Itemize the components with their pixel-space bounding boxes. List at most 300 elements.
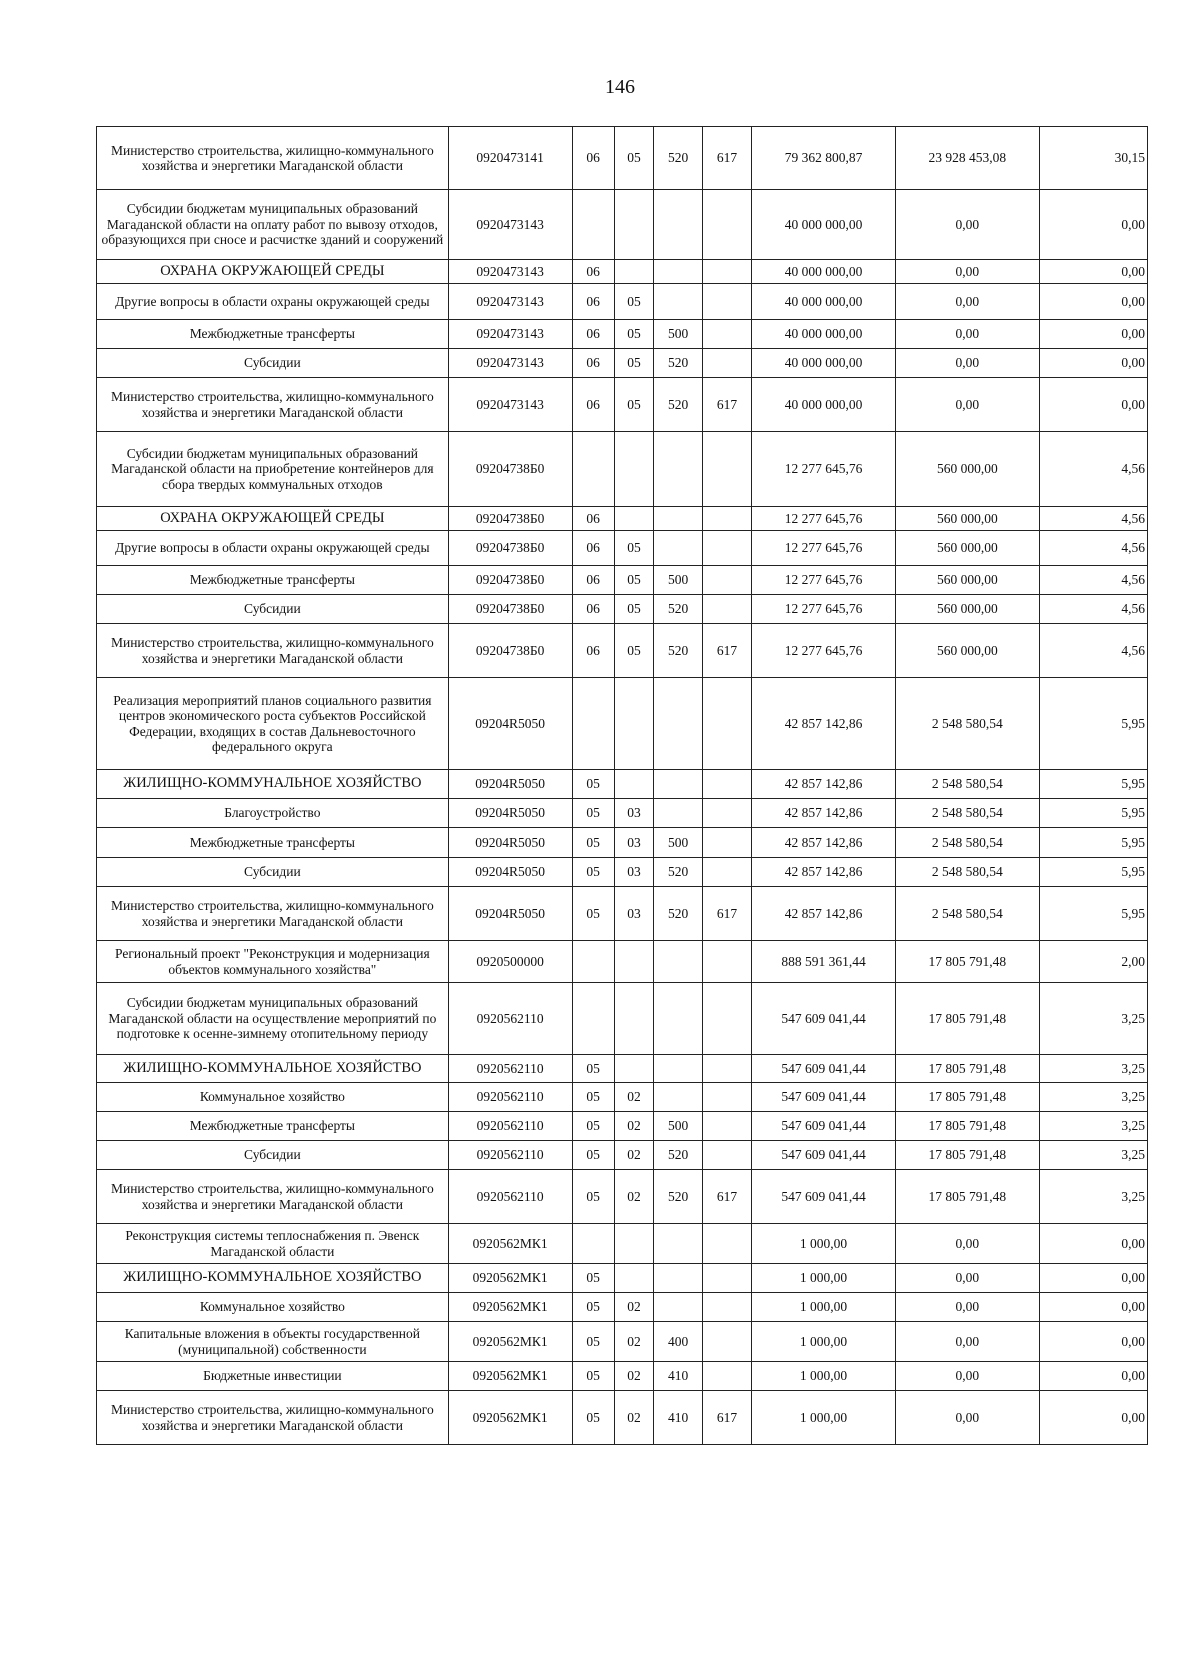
section-code-cell — [572, 1224, 614, 1264]
subsection-code-cell — [614, 432, 654, 507]
subsection-code-cell: 05 — [614, 566, 654, 595]
planned-amount-cell: 1 000,00 — [752, 1362, 896, 1391]
administrator-code-cell — [702, 1055, 751, 1083]
administrator-code-cell — [702, 1083, 751, 1112]
subsection-code-cell: 05 — [614, 127, 654, 190]
planned-amount-cell: 1 000,00 — [752, 1293, 896, 1322]
section-code-cell: 05 — [572, 1083, 614, 1112]
section-code-cell: 06 — [572, 378, 614, 432]
planned-amount-cell: 12 277 645,76 — [752, 432, 896, 507]
item-name-cell: Субсидии бюджетам муниципальных образований Магаданской области на приобретение контейнеров для сбора твердых коммунальных отходов — [97, 432, 449, 507]
section-code-cell: 05 — [572, 1293, 614, 1322]
section-code-cell: 06 — [572, 595, 614, 624]
execution-percent-cell: 0,00 — [1039, 349, 1147, 378]
planned-amount-cell: 40 000 000,00 — [752, 349, 896, 378]
planned-amount-cell: 1 000,00 — [752, 1322, 896, 1362]
administrator-code-cell — [702, 1224, 751, 1264]
expense-type-cell: 520 — [654, 349, 702, 378]
executed-amount-cell: 560 000,00 — [895, 531, 1039, 566]
section-code-cell: 06 — [572, 284, 614, 320]
subsection-code-cell: 03 — [614, 887, 654, 941]
executed-amount-cell: 0,00 — [895, 1293, 1039, 1322]
executed-amount-cell: 560 000,00 — [895, 507, 1039, 531]
expense-type-cell — [654, 770, 702, 799]
expense-type-cell — [654, 1224, 702, 1264]
administrator-code-cell: 617 — [702, 378, 751, 432]
item-name-cell: Субсидии — [97, 1141, 449, 1170]
subsection-code-cell — [614, 507, 654, 531]
administrator-code-cell — [702, 1264, 751, 1293]
item-name-cell: Другие вопросы в области охраны окружающей среды — [97, 531, 449, 566]
section-code-cell: 06 — [572, 566, 614, 595]
subsection-code-cell — [614, 770, 654, 799]
table-row — [97, 1362, 1148, 1391]
table-row — [97, 624, 1148, 678]
table-row — [97, 770, 1148, 799]
item-name-cell: Министерство строительства, жилищно-коммунального хозяйства и энергетики Магаданской области — [97, 1170, 449, 1224]
target-code-cell: 09204738Б0 — [448, 624, 572, 678]
expense-type-cell: 520 — [654, 595, 702, 624]
section-code-cell: 05 — [572, 887, 614, 941]
table-row — [97, 1055, 1148, 1083]
subsection-code-cell — [614, 260, 654, 284]
executed-amount-cell: 0,00 — [895, 190, 1039, 260]
table-row — [97, 1112, 1148, 1141]
executed-amount-cell: 0,00 — [895, 1391, 1039, 1445]
executed-amount-cell: 2 548 580,54 — [895, 828, 1039, 858]
executed-amount-cell: 0,00 — [895, 1322, 1039, 1362]
administrator-code-cell — [702, 260, 751, 284]
item-name-cell: Межбюджетные трансферты — [97, 1112, 449, 1141]
item-name-cell: Министерство строительства, жилищно-коммунального хозяйства и энергетики Магаданской области — [97, 127, 449, 190]
expense-type-cell: 520 — [654, 858, 702, 887]
executed-amount-cell: 560 000,00 — [895, 432, 1039, 507]
executed-amount-cell: 17 805 791,48 — [895, 1170, 1039, 1224]
item-name-cell: Межбюджетные трансферты — [97, 566, 449, 595]
executed-amount-cell: 17 805 791,48 — [895, 983, 1039, 1055]
item-name-cell: Благоустройство — [97, 799, 449, 828]
item-name-cell: Другие вопросы в области охраны окружающей среды — [97, 284, 449, 320]
execution-percent-cell: 0,00 — [1039, 1293, 1147, 1322]
expense-type-cell — [654, 1264, 702, 1293]
target-code-cell: 0920562МК1 — [448, 1264, 572, 1293]
execution-percent-cell: 4,56 — [1039, 595, 1147, 624]
expense-type-cell: 520 — [654, 887, 702, 941]
planned-amount-cell: 547 609 041,44 — [752, 1170, 896, 1224]
planned-amount-cell: 42 857 142,86 — [752, 858, 896, 887]
table-row — [97, 983, 1148, 1055]
administrator-code-cell — [702, 531, 751, 566]
planned-amount-cell: 40 000 000,00 — [752, 378, 896, 432]
subsection-code-cell — [614, 1224, 654, 1264]
executed-amount-cell: 17 805 791,48 — [895, 1112, 1039, 1141]
section-code-cell: 05 — [572, 1391, 614, 1445]
subsection-code-cell: 02 — [614, 1322, 654, 1362]
item-name-cell: ОХРАНА ОКРУЖАЮЩЕЙ СРЕДЫ — [97, 507, 449, 531]
table-row — [97, 507, 1148, 531]
administrator-code-cell — [702, 507, 751, 531]
planned-amount-cell: 1 000,00 — [752, 1391, 896, 1445]
item-name-cell: Капитальные вложения в объекты государственной (муниципальной) собственности — [97, 1322, 449, 1362]
section-code-cell: 06 — [572, 531, 614, 566]
item-name-cell: Субсидии — [97, 595, 449, 624]
page-number: 146 — [605, 76, 635, 98]
executed-amount-cell: 560 000,00 — [895, 624, 1039, 678]
section-code-cell: 06 — [572, 127, 614, 190]
execution-percent-cell: 3,25 — [1039, 1112, 1147, 1141]
table-row — [97, 828, 1148, 858]
section-code-cell: 05 — [572, 1141, 614, 1170]
execution-percent-cell: 0,00 — [1039, 378, 1147, 432]
subsection-code-cell: 02 — [614, 1112, 654, 1141]
item-name-cell: Субсидии — [97, 858, 449, 887]
execution-percent-cell: 4,56 — [1039, 507, 1147, 531]
executed-amount-cell: 2 548 580,54 — [895, 858, 1039, 887]
target-code-cell: 09204R5050 — [448, 828, 572, 858]
subsection-code-cell: 02 — [614, 1141, 654, 1170]
expense-type-cell — [654, 260, 702, 284]
execution-percent-cell: 2,00 — [1039, 941, 1147, 983]
administrator-code-cell — [702, 770, 751, 799]
executed-amount-cell: 0,00 — [895, 349, 1039, 378]
item-name-cell: Субсидии бюджетам муниципальных образований Магаданской области на оплату работ по вывозу отходов, образующихся при сносе и расчистке зданий и сооружений — [97, 190, 449, 260]
item-name-cell: ЖИЛИЩНО-КОММУНАЛЬНОЕ ХОЗЯЙСТВО — [97, 770, 449, 799]
administrator-code-cell — [702, 941, 751, 983]
execution-percent-cell: 4,56 — [1039, 566, 1147, 595]
planned-amount-cell: 547 609 041,44 — [752, 983, 896, 1055]
section-code-cell: 05 — [572, 770, 614, 799]
expense-type-cell — [654, 432, 702, 507]
subsection-code-cell: 02 — [614, 1083, 654, 1112]
item-name-cell: Коммунальное хозяйство — [97, 1293, 449, 1322]
subsection-code-cell: 05 — [614, 595, 654, 624]
target-code-cell: 09204738Б0 — [448, 531, 572, 566]
table-row — [97, 378, 1148, 432]
planned-amount-cell: 40 000 000,00 — [752, 190, 896, 260]
table-row — [97, 1224, 1148, 1264]
target-code-cell: 09204R5050 — [448, 858, 572, 887]
executed-amount-cell: 0,00 — [895, 284, 1039, 320]
planned-amount-cell: 42 857 142,86 — [752, 887, 896, 941]
administrator-code-cell: 617 — [702, 1391, 751, 1445]
item-name-cell: ОХРАНА ОКРУЖАЮЩЕЙ СРЕДЫ — [97, 260, 449, 284]
target-code-cell: 0920473143 — [448, 349, 572, 378]
item-name-cell: Региональный проект "Реконструкция и модернизация объектов коммунального хозяйства" — [97, 941, 449, 983]
target-code-cell: 09204R5050 — [448, 887, 572, 941]
execution-percent-cell: 3,25 — [1039, 1083, 1147, 1112]
section-code-cell: 05 — [572, 1112, 614, 1141]
target-code-cell: 0920562110 — [448, 1055, 572, 1083]
item-name-cell: Коммунальное хозяйство — [97, 1083, 449, 1112]
item-name-cell: Министерство строительства, жилищно-коммунального хозяйства и энергетики Магаданской области — [97, 378, 449, 432]
item-name-cell: Реконструкция системы теплоснабжения п. Эвенск Магаданской области — [97, 1224, 449, 1264]
table-row — [97, 531, 1148, 566]
target-code-cell: 0920562МК1 — [448, 1224, 572, 1264]
table-row — [97, 1083, 1148, 1112]
subsection-code-cell — [614, 1055, 654, 1083]
administrator-code-cell: 617 — [702, 1170, 751, 1224]
administrator-code-cell: 617 — [702, 887, 751, 941]
section-code-cell — [572, 432, 614, 507]
section-code-cell: 06 — [572, 260, 614, 284]
planned-amount-cell: 40 000 000,00 — [752, 284, 896, 320]
subsection-code-cell: 05 — [614, 378, 654, 432]
target-code-cell: 0920562110 — [448, 1083, 572, 1112]
subsection-code-cell — [614, 1264, 654, 1293]
subsection-code-cell: 03 — [614, 858, 654, 887]
subsection-code-cell — [614, 941, 654, 983]
subsection-code-cell — [614, 678, 654, 770]
target-code-cell: 09204738Б0 — [448, 595, 572, 624]
planned-amount-cell: 547 609 041,44 — [752, 1141, 896, 1170]
executed-amount-cell: 2 548 580,54 — [895, 799, 1039, 828]
section-code-cell: 05 — [572, 799, 614, 828]
expense-type-cell — [654, 190, 702, 260]
section-code-cell: 05 — [572, 1322, 614, 1362]
item-name-cell: Министерство строительства, жилищно-коммунального хозяйства и энергетики Магаданской области — [97, 1391, 449, 1445]
target-code-cell: 0920562МК1 — [448, 1362, 572, 1391]
execution-percent-cell: 0,00 — [1039, 190, 1147, 260]
section-code-cell — [572, 983, 614, 1055]
expense-type-cell: 410 — [654, 1362, 702, 1391]
subsection-code-cell: 02 — [614, 1170, 654, 1224]
expense-type-cell: 500 — [654, 566, 702, 595]
administrator-code-cell — [702, 190, 751, 260]
execution-percent-cell: 5,95 — [1039, 799, 1147, 828]
table-row — [97, 1141, 1148, 1170]
administrator-code-cell — [702, 595, 751, 624]
item-name-cell: Реализация мероприятий планов социального развития центров экономического роста субъектов Российской Федерации, входящих в состав Дальневосточного федерального округа — [97, 678, 449, 770]
target-code-cell: 0920562110 — [448, 1112, 572, 1141]
table-row — [97, 260, 1148, 284]
execution-percent-cell: 5,95 — [1039, 678, 1147, 770]
section-code-cell: 05 — [572, 858, 614, 887]
planned-amount-cell: 1 000,00 — [752, 1224, 896, 1264]
expense-type-cell — [654, 284, 702, 320]
expense-type-cell: 410 — [654, 1391, 702, 1445]
planned-amount-cell: 79 362 800,87 — [752, 127, 896, 190]
execution-percent-cell: 5,95 — [1039, 858, 1147, 887]
section-code-cell: 06 — [572, 507, 614, 531]
table-row — [97, 887, 1148, 941]
section-code-cell: 05 — [572, 1264, 614, 1293]
expense-type-cell — [654, 678, 702, 770]
planned-amount-cell: 12 277 645,76 — [752, 507, 896, 531]
target-code-cell: 0920473143 — [448, 378, 572, 432]
administrator-code-cell — [702, 284, 751, 320]
administrator-code-cell — [702, 799, 751, 828]
section-code-cell — [572, 678, 614, 770]
administrator-code-cell — [702, 983, 751, 1055]
executed-amount-cell: 17 805 791,48 — [895, 1083, 1039, 1112]
table-row — [97, 432, 1148, 507]
section-code-cell: 06 — [572, 624, 614, 678]
execution-percent-cell: 3,25 — [1039, 1170, 1147, 1224]
expense-type-cell — [654, 799, 702, 828]
executed-amount-cell: 2 548 580,54 — [895, 678, 1039, 770]
executed-amount-cell: 2 548 580,54 — [895, 887, 1039, 941]
planned-amount-cell: 12 277 645,76 — [752, 595, 896, 624]
executed-amount-cell: 23 928 453,08 — [895, 127, 1039, 190]
item-name-cell: ЖИЛИЩНО-КОММУНАЛЬНОЕ ХОЗЯЙСТВО — [97, 1264, 449, 1293]
target-code-cell: 0920562МК1 — [448, 1391, 572, 1445]
expense-type-cell — [654, 531, 702, 566]
execution-percent-cell: 3,25 — [1039, 983, 1147, 1055]
table-row — [97, 799, 1148, 828]
target-code-cell: 0920500000 — [448, 941, 572, 983]
target-code-cell: 09204R5050 — [448, 770, 572, 799]
executed-amount-cell: 17 805 791,48 — [895, 1141, 1039, 1170]
planned-amount-cell: 547 609 041,44 — [752, 1083, 896, 1112]
expense-type-cell: 400 — [654, 1322, 702, 1362]
expense-type-cell — [654, 1293, 702, 1322]
executed-amount-cell: 2 548 580,54 — [895, 770, 1039, 799]
administrator-code-cell — [702, 432, 751, 507]
executed-amount-cell: 0,00 — [895, 378, 1039, 432]
target-code-cell: 09204738Б0 — [448, 432, 572, 507]
target-code-cell: 0920473143 — [448, 320, 572, 349]
target-code-cell: 0920562МК1 — [448, 1293, 572, 1322]
expense-type-cell — [654, 1083, 702, 1112]
administrator-code-cell — [702, 320, 751, 349]
target-code-cell: 0920473143 — [448, 260, 572, 284]
table-row — [97, 1322, 1148, 1362]
execution-percent-cell: 5,95 — [1039, 828, 1147, 858]
target-code-cell: 0920473143 — [448, 190, 572, 260]
subsection-code-cell — [614, 190, 654, 260]
expense-type-cell — [654, 1055, 702, 1083]
table-row — [97, 284, 1148, 320]
table-row — [97, 595, 1148, 624]
execution-percent-cell: 3,25 — [1039, 1055, 1147, 1083]
section-code-cell: 05 — [572, 1170, 614, 1224]
section-code-cell — [572, 190, 614, 260]
execution-percent-cell: 0,00 — [1039, 1264, 1147, 1293]
target-code-cell: 0920562110 — [448, 983, 572, 1055]
administrator-code-cell — [702, 1112, 751, 1141]
executed-amount-cell: 560 000,00 — [895, 566, 1039, 595]
execution-percent-cell: 0,00 — [1039, 260, 1147, 284]
expense-type-cell: 520 — [654, 127, 702, 190]
planned-amount-cell: 12 277 645,76 — [752, 566, 896, 595]
section-code-cell: 05 — [572, 1055, 614, 1083]
execution-percent-cell: 0,00 — [1039, 1224, 1147, 1264]
administrator-code-cell — [702, 1293, 751, 1322]
subsection-code-cell: 05 — [614, 531, 654, 566]
budget-table — [96, 126, 1148, 1445]
target-code-cell: 0920562МК1 — [448, 1322, 572, 1362]
executed-amount-cell: 17 805 791,48 — [895, 1055, 1039, 1083]
item-name-cell: Субсидии бюджетам муниципальных образований Магаданской области на осуществление мероприятий по подготовке к осенне-зимнему отопительному периоду — [97, 983, 449, 1055]
planned-amount-cell: 888 591 361,44 — [752, 941, 896, 983]
section-code-cell: 05 — [572, 1362, 614, 1391]
executed-amount-cell: 17 805 791,48 — [895, 941, 1039, 983]
target-code-cell: 0920562110 — [448, 1170, 572, 1224]
table-row — [97, 1391, 1148, 1445]
table-row — [97, 190, 1148, 260]
administrator-code-cell — [702, 1141, 751, 1170]
subsection-code-cell: 05 — [614, 349, 654, 378]
executed-amount-cell: 0,00 — [895, 320, 1039, 349]
planned-amount-cell: 42 857 142,86 — [752, 799, 896, 828]
execution-percent-cell: 0,00 — [1039, 1391, 1147, 1445]
administrator-code-cell — [702, 349, 751, 378]
item-name-cell: ЖИЛИЩНО-КОММУНАЛЬНОЕ ХОЗЯЙСТВО — [97, 1055, 449, 1083]
planned-amount-cell: 1 000,00 — [752, 1264, 896, 1293]
subsection-code-cell — [614, 983, 654, 1055]
item-name-cell: Бюджетные инвестиции — [97, 1362, 449, 1391]
subsection-code-cell: 05 — [614, 320, 654, 349]
section-code-cell: 06 — [572, 349, 614, 378]
administrator-code-cell: 617 — [702, 127, 751, 190]
table-row — [97, 858, 1148, 887]
planned-amount-cell: 40 000 000,00 — [752, 320, 896, 349]
target-code-cell: 09204R5050 — [448, 678, 572, 770]
subsection-code-cell: 02 — [614, 1293, 654, 1322]
executed-amount-cell: 0,00 — [895, 260, 1039, 284]
table-row — [97, 566, 1148, 595]
planned-amount-cell: 12 277 645,76 — [752, 531, 896, 566]
table-row — [97, 127, 1148, 190]
table-row — [97, 678, 1148, 770]
item-name-cell: Министерство строительства, жилищно-коммунального хозяйства и энергетики Магаданской области — [97, 887, 449, 941]
target-code-cell: 09204738Б0 — [448, 507, 572, 531]
expense-type-cell: 520 — [654, 624, 702, 678]
executed-amount-cell: 0,00 — [895, 1264, 1039, 1293]
planned-amount-cell: 42 857 142,86 — [752, 678, 896, 770]
execution-percent-cell: 0,00 — [1039, 1362, 1147, 1391]
administrator-code-cell: 617 — [702, 624, 751, 678]
executed-amount-cell: 560 000,00 — [895, 595, 1039, 624]
expense-type-cell: 520 — [654, 1141, 702, 1170]
planned-amount-cell: 547 609 041,44 — [752, 1112, 896, 1141]
execution-percent-cell: 3,25 — [1039, 1141, 1147, 1170]
planned-amount-cell: 40 000 000,00 — [752, 260, 896, 284]
expense-type-cell — [654, 507, 702, 531]
table-row — [97, 1293, 1148, 1322]
section-code-cell: 05 — [572, 828, 614, 858]
item-name-cell: Субсидии — [97, 349, 449, 378]
subsection-code-cell: 05 — [614, 284, 654, 320]
budget-table-body — [97, 127, 1148, 1445]
expense-type-cell: 500 — [654, 828, 702, 858]
table-row — [97, 941, 1148, 983]
execution-percent-cell: 4,56 — [1039, 531, 1147, 566]
section-code-cell — [572, 941, 614, 983]
execution-percent-cell: 0,00 — [1039, 320, 1147, 349]
expense-type-cell — [654, 983, 702, 1055]
subsection-code-cell: 03 — [614, 828, 654, 858]
section-code-cell: 06 — [572, 320, 614, 349]
table-row — [97, 1170, 1148, 1224]
expense-type-cell — [654, 941, 702, 983]
subsection-code-cell: 02 — [614, 1362, 654, 1391]
target-code-cell: 0920473141 — [448, 127, 572, 190]
execution-percent-cell: 0,00 — [1039, 284, 1147, 320]
planned-amount-cell: 42 857 142,86 — [752, 770, 896, 799]
administrator-code-cell — [702, 828, 751, 858]
expense-type-cell: 520 — [654, 1170, 702, 1224]
planned-amount-cell: 12 277 645,76 — [752, 624, 896, 678]
item-name-cell: Межбюджетные трансферты — [97, 320, 449, 349]
table-row — [97, 349, 1148, 378]
subsection-code-cell: 03 — [614, 799, 654, 828]
subsection-code-cell: 05 — [614, 624, 654, 678]
table-row — [97, 320, 1148, 349]
expense-type-cell: 520 — [654, 378, 702, 432]
administrator-code-cell — [702, 566, 751, 595]
executed-amount-cell: 0,00 — [895, 1224, 1039, 1264]
